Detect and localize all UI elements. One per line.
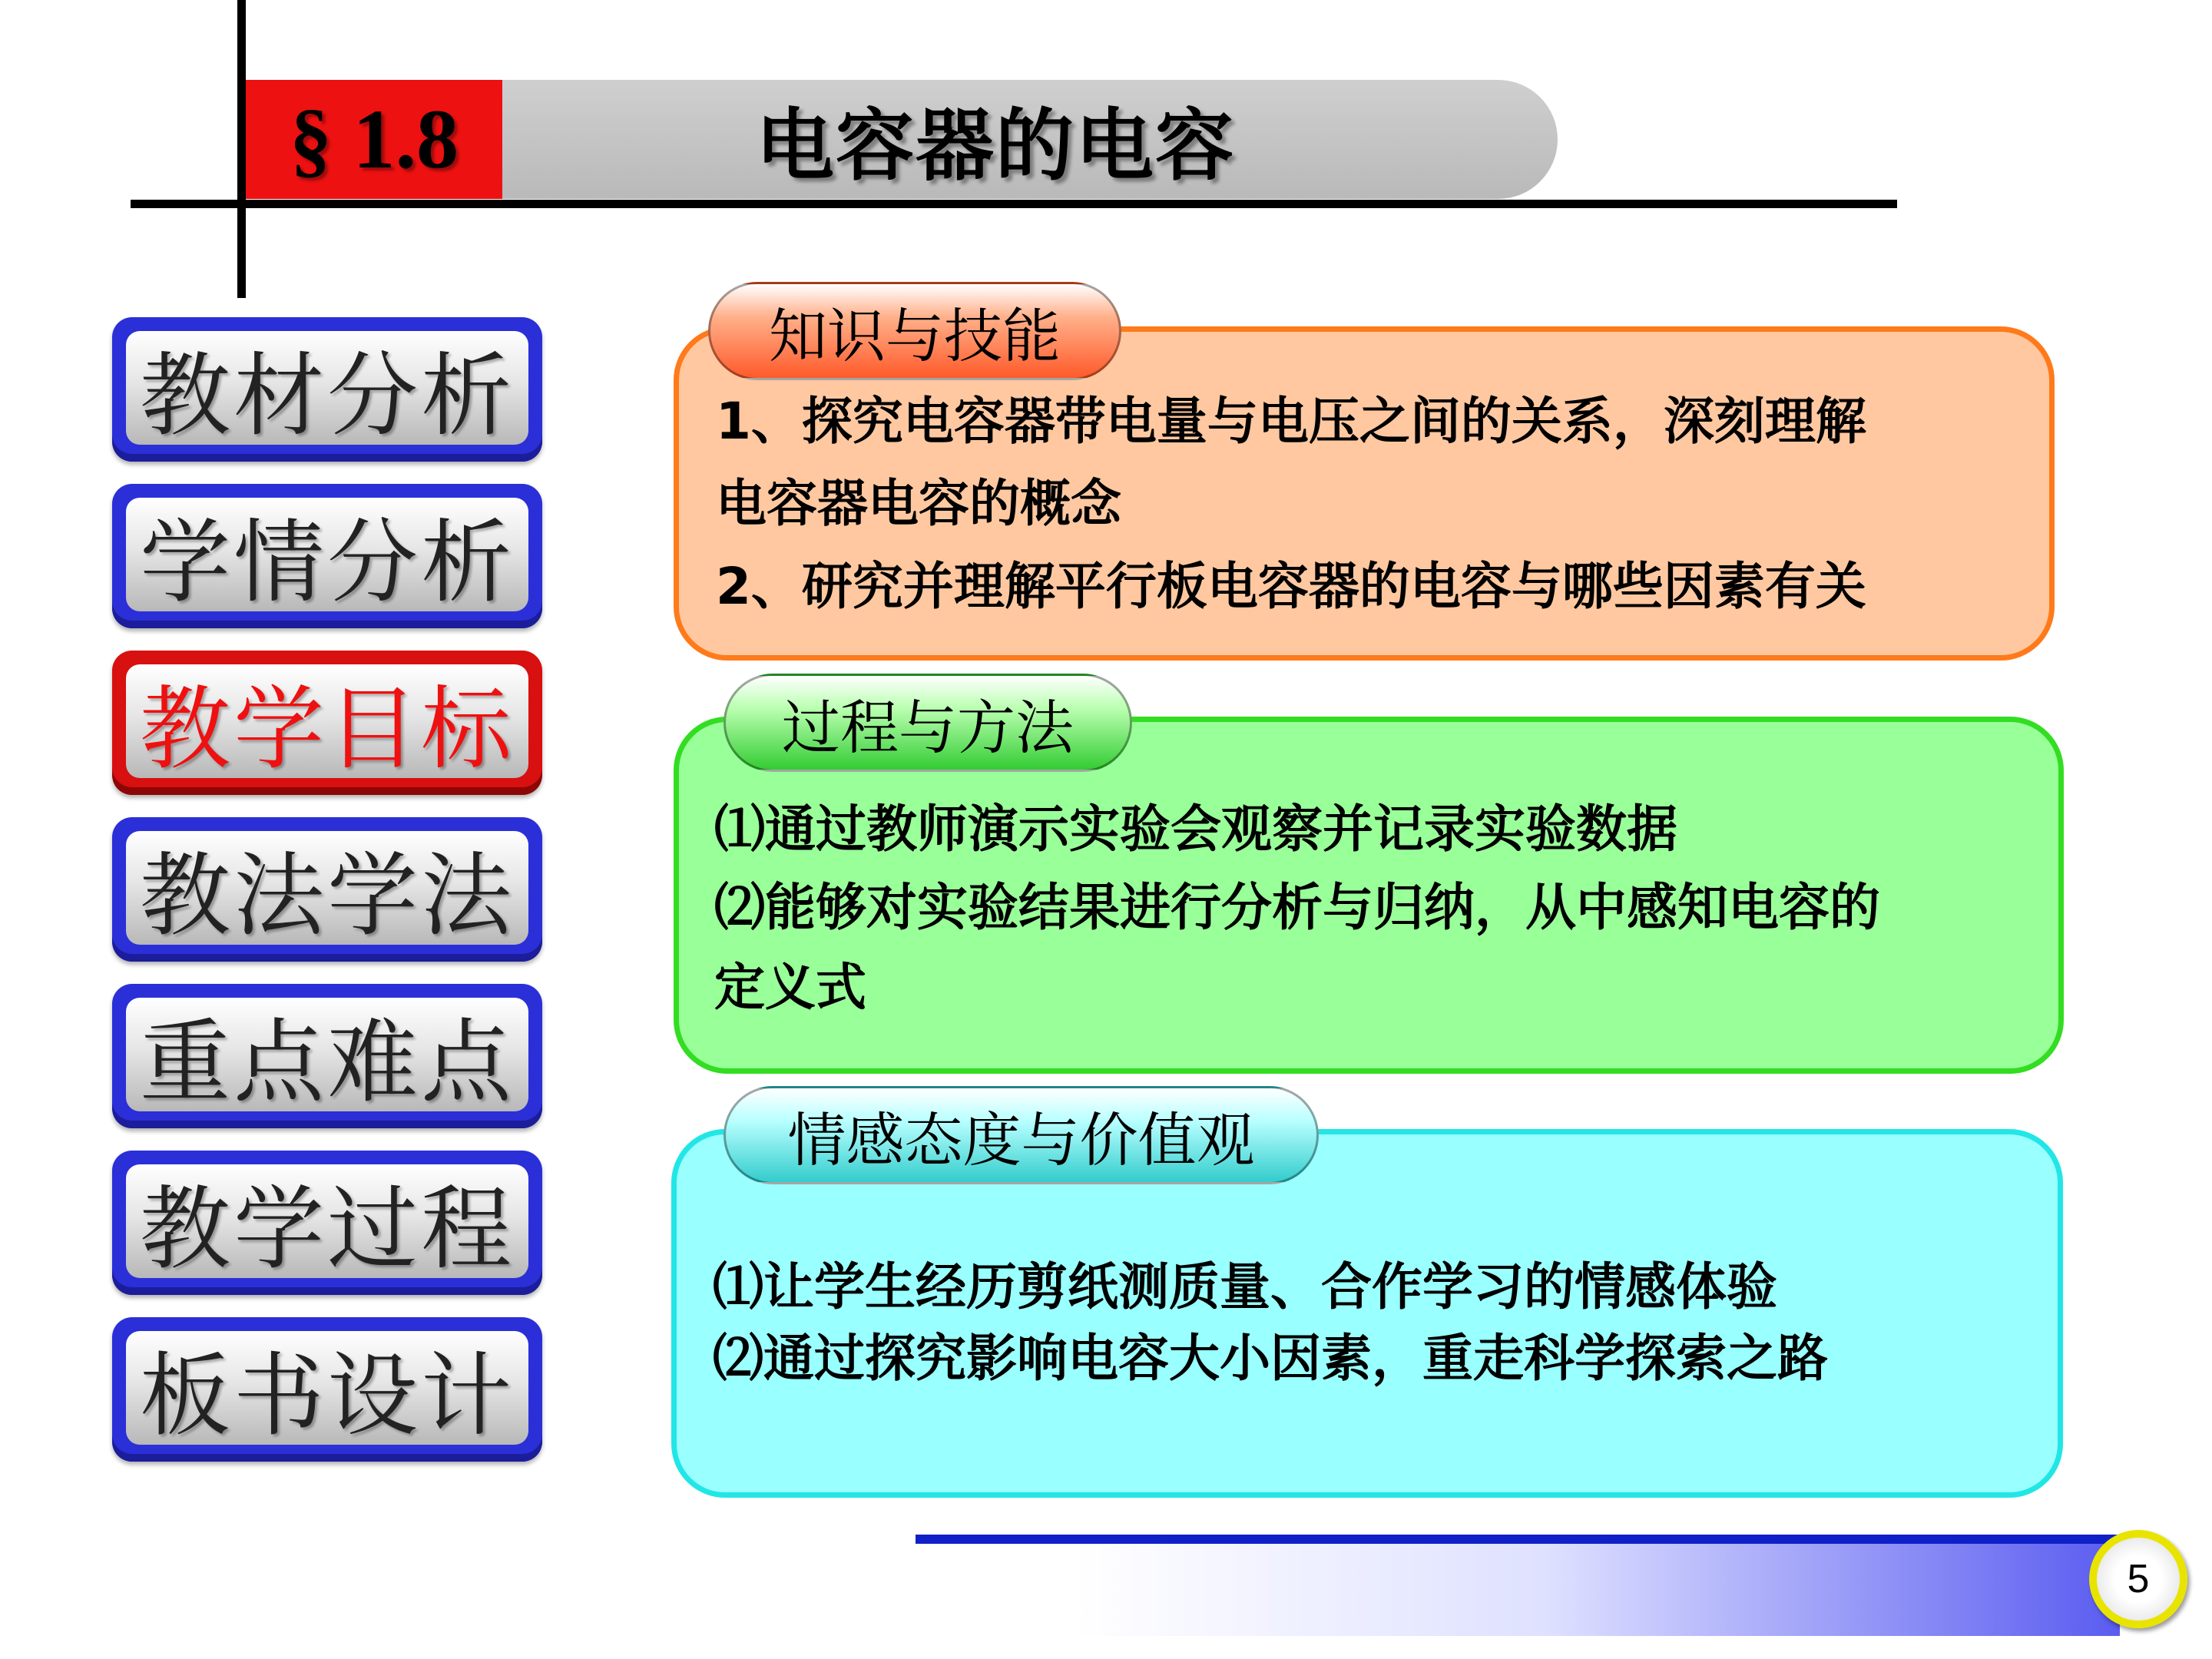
process-line-1: ⑴通过教师演示实验会观察并记录实验数据 xyxy=(714,800,1677,859)
knowledge-line-2: 电容器电容的概念 xyxy=(716,474,1121,533)
process-methods-tag: 过程与方法 xyxy=(724,674,1132,772)
knowledge-line-3: 2、研究并理解平行板电容器的电容与哪些因素有关 xyxy=(716,557,1866,616)
nav-label: 教法学法 xyxy=(139,843,515,949)
emotion-values-tag: 情感态度与价值观 xyxy=(724,1086,1319,1184)
nav-button-teaching-objectives[interactable] xyxy=(112,651,542,795)
nav-label: 教材分析 xyxy=(139,343,515,449)
knowledge-line-1: 1、探究电容器带电量与电压之间的关系，深刻理解 xyxy=(716,392,1866,451)
nav-button-face xyxy=(126,998,528,1115)
process-line-2: ⑵能够对实验结果进行分析与归纳，从中感知电容的 xyxy=(714,878,1880,937)
footer-gradient xyxy=(1075,1544,2120,1636)
page-title: 电容器的电容 xyxy=(756,100,1235,192)
header-vertical-rule xyxy=(237,0,246,298)
title-bar xyxy=(502,80,1558,199)
nav-label: 板书设计 xyxy=(139,1343,515,1449)
nav-button-face xyxy=(126,1164,528,1282)
nav-button-key-points[interactable] xyxy=(112,984,542,1128)
nav-button-face xyxy=(126,498,528,615)
knowledge-skills-tag: 知识与技能 xyxy=(708,282,1121,380)
nav-label: 重点难点 xyxy=(139,1009,515,1115)
nav-button-face xyxy=(126,664,528,782)
header-horizontal-rule xyxy=(131,200,1897,208)
process-line-3: 定义式 xyxy=(714,958,866,1017)
nav-label: 教学过程 xyxy=(139,1176,515,1282)
nav-button-teaching-methods[interactable] xyxy=(112,817,542,962)
nav-button-face xyxy=(126,331,528,449)
section-number-badge: § 1.8 xyxy=(246,80,502,199)
page-number-badge: 5 xyxy=(2089,1530,2187,1628)
emotion-line-1: ⑴让学生经历剪纸测质量、合作学习的情感体验 xyxy=(713,1257,1777,1316)
nav-button-face xyxy=(126,831,528,949)
footer-rule xyxy=(916,1535,2121,1544)
nav-button-teaching-process[interactable] xyxy=(112,1151,542,1295)
nav-button-student-analysis[interactable] xyxy=(112,484,542,628)
nav-button-face xyxy=(126,1331,528,1449)
nav-button-board-design[interactable] xyxy=(112,1317,542,1462)
emotion-line-2: ⑵通过探究影响电容大小因素，重走科学探索之路 xyxy=(713,1329,1828,1388)
nav-label: 学情分析 xyxy=(139,509,515,615)
nav-button-textbook-analysis[interactable] xyxy=(112,317,542,462)
nav-label: 教学目标 xyxy=(139,676,515,782)
